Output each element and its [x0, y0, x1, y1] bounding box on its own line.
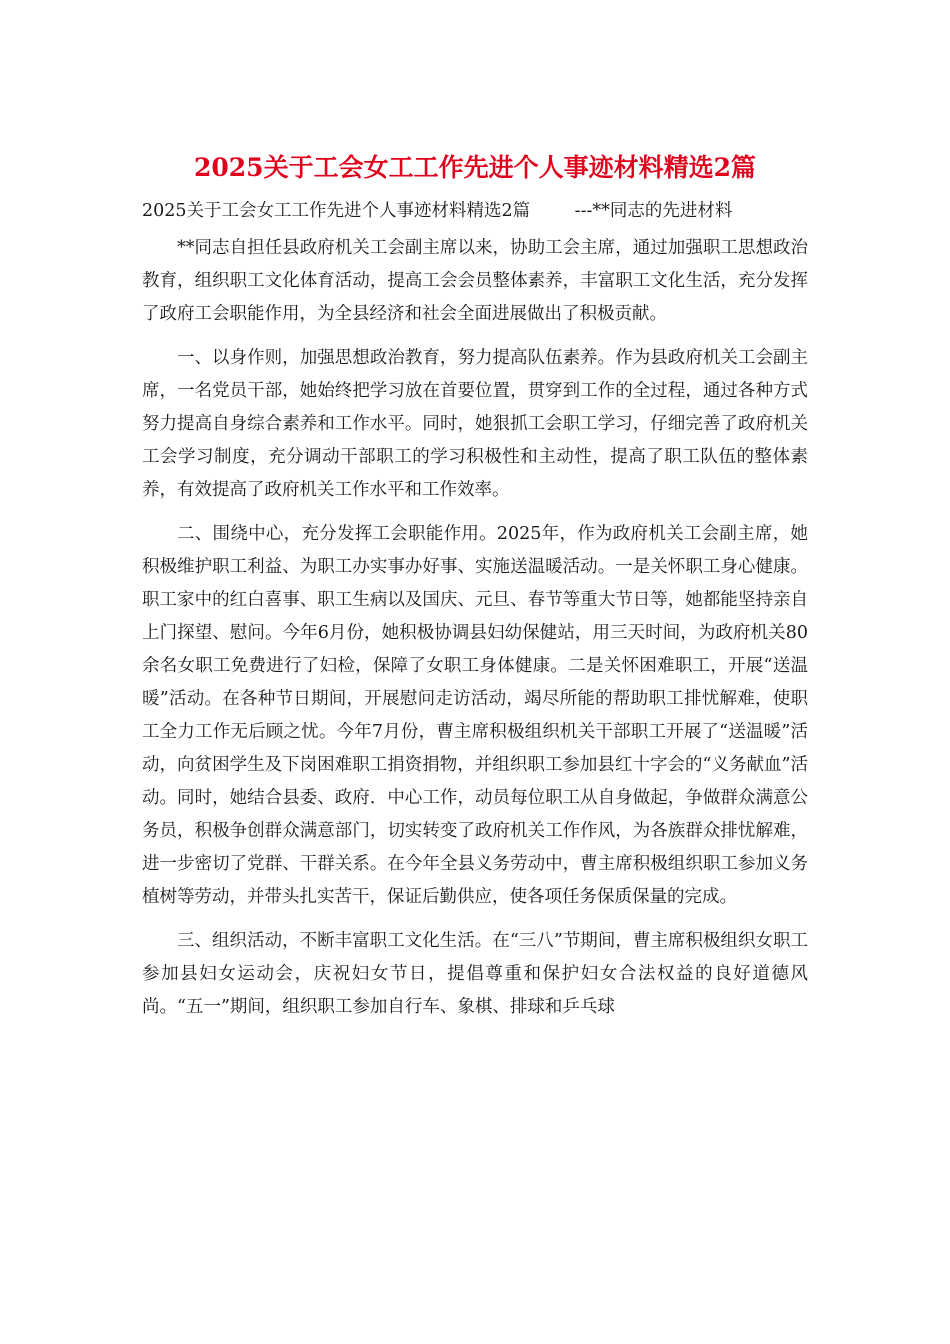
paragraph-section-1: 一、以身作则，加强思想政治教育，努力提高队伍素养。作为县政府机关工会副主席，一名党员干部，她始终把学习放在首要位置，贯穿到工作的全过程，通过各种方式努力提高自身综合素养和工作水平。同时，她狠抓工会职工学习，仔细完善了政府机关工会学习制度，充分调动干部职工的学习积极性和主动性，提高了职工队伍的整体素养，有效提高了政府机关工作水平和工作效率。 — [142, 348, 808, 500]
paragraph-section-2: 二、围绕中心，充分发挥工会职能作用。2025年，作为政府机关工会副主席，她积极维护职工利益、为职工办实事办好事、实施送温暖活动。一是关怀职工身心健康。职工家中的红白喜事、职工生病以及国庆、元旦、春节等重大节日等，她都能坚持亲自上门探望、慰问。今年6月份，她积极协调县妇幼保健站，用三天时间，为政府机关80余名女职工免费进行了妇检，保障了女职工身体健康。二是关怀困难职工，开展“送温暖”活动。在各种节日期间，开展慰问走访活动，竭尽所能的帮助职工排忧解难，使职工全力工作无后顾之忧。今年7月份，曹主席积极组织机关干部职工开展了“送温暖”活动，向贫困学生及下岗困难职工捐资捐物，并组织职工参加县红十字会的“义务献血”活动。同时，她结合县委、政府．中心工作，动员每位职工从自身做起，争做群众满意公务员，积极争创群众满意部门，切实转变了政府机关工作作风，为各族群众排忧解难，进一步密切了党群、干群关系。在今年全县义务劳动中，曹主席积极组织职工参加义务植树等劳动，并带头扎实苦干，保证后勤供应，使各项任务保质保量的完成。 — [142, 524, 808, 907]
paragraph-intro: **同志自担任县政府机关工会副主席以来，协助工会主席，通过加强职工思想政治教育，组织职工文化体育活动，提高工会会员整体素养，丰富职工文化生活，充分发挥了政府工会职能作用，为全县经济和社会全面进展做出了积极贡献。 — [142, 238, 808, 324]
document-title: 2025关于工会女工工作先进个人事迹材料精选2篇 — [194, 153, 756, 182]
paragraph-section-3: 三、组织活动，不断丰富职工文化生活。在“三八”节期间，曹主席积极组织女职工参加县妇女运动会，庆祝妇女节日，提倡尊重和保护妇女合法权益的良好道德风尚。“五一”期间，组织职工参加自行车、象棋、排球和乒乓球 — [142, 931, 808, 1017]
document-body — [142, 232, 808, 1024]
document-subtitle: 2025关于工会女工工作先进个人事迹材料精选2篇 ---**同志的先进材料 — [142, 201, 733, 221]
